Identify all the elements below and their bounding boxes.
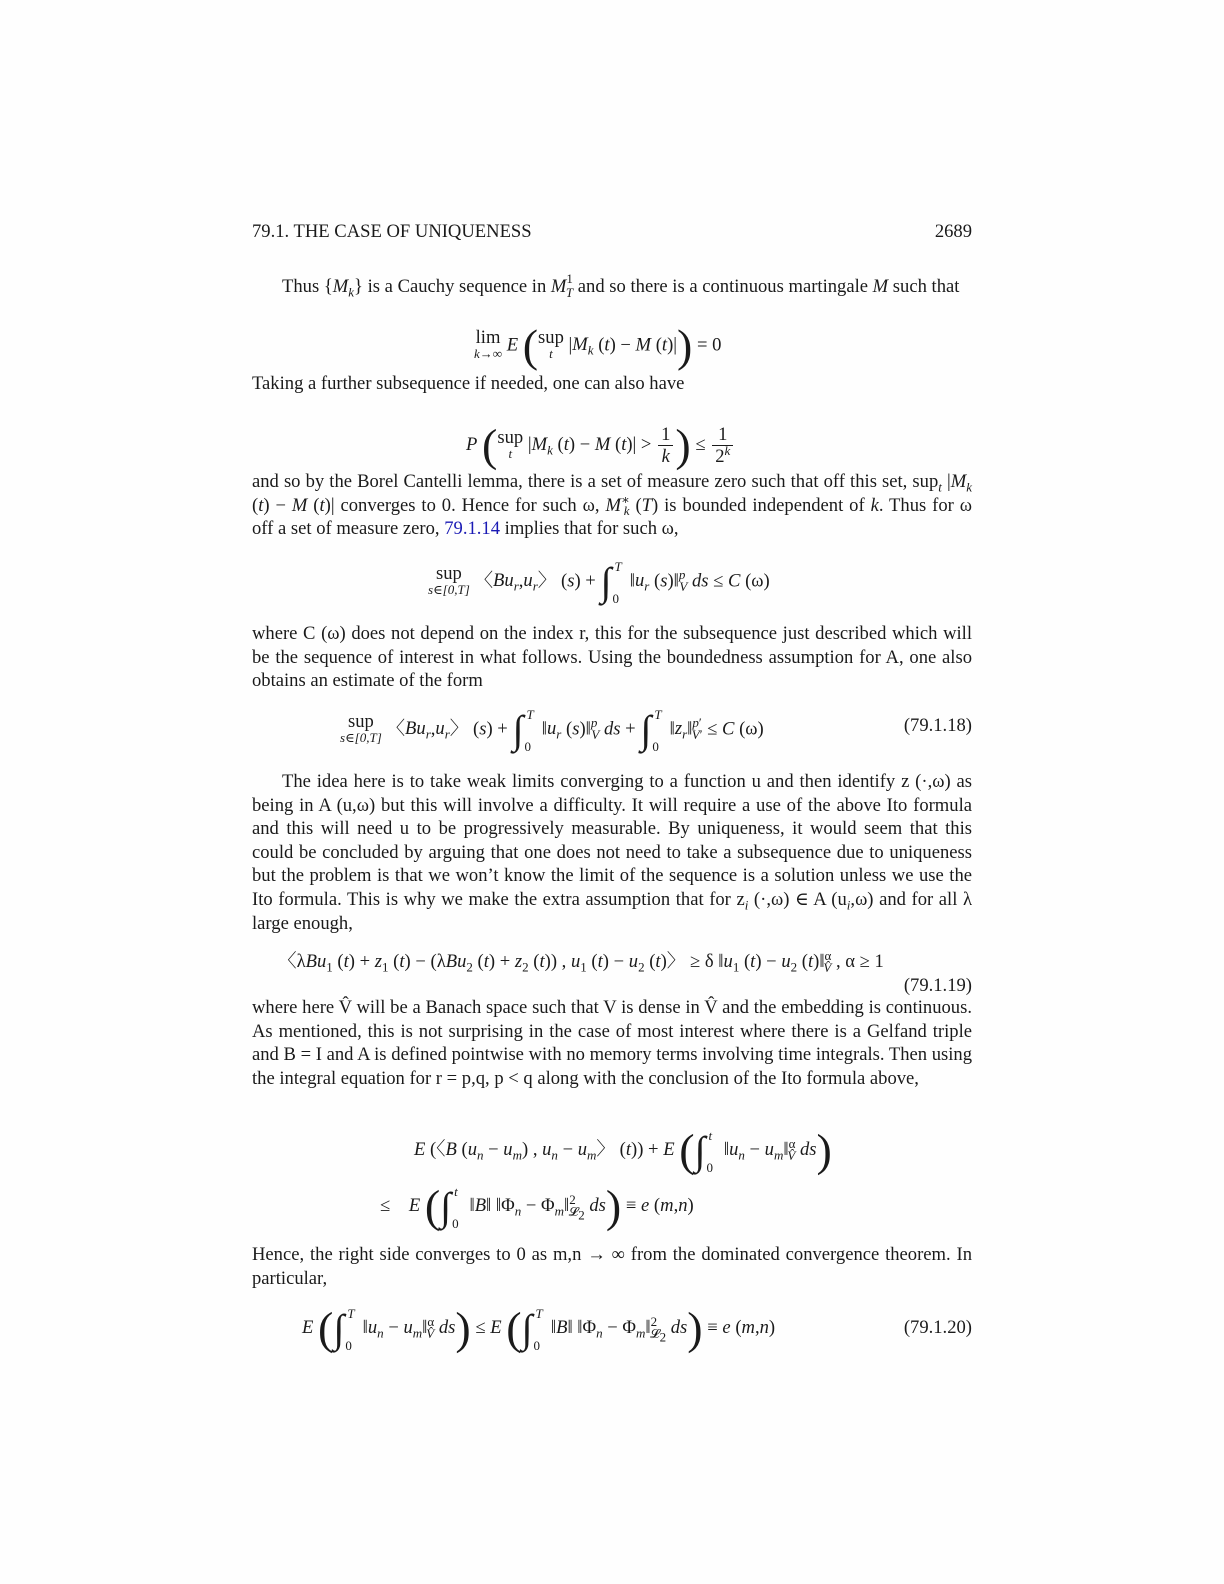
- equation-limit: lim k→∞ E (sup t $|M_k$ (t) − M (t)|) = 0: [474, 320, 722, 371]
- equation-number: (79.1.19): [903, 975, 972, 996]
- equation-reference-link[interactable]: 79.1.14: [444, 518, 501, 540]
- equation-79-1-19: 〈λBu$_1$ $(t) + z_1$ (t) − (λBu$_2$ $(t) + z_2$ (t)) , $u_1$ $(t) - u_2$ (t)〉 ≥ δ $‖u_1$ $(t) - u_2$ (t)‖$^\alpha_{V̂}$ , α ≥ 1 (79.1.19): [278, 947, 972, 996]
- equation-ito-estimate: E (〈B $(u_n - u_m)$ , $u_n - u_m$〉 (t)) + E (∫ t 0 $‖u_n$ − $u_m‖^\alpha_{V̂}$ ds) ≤ E (∫ t 0 ‖B‖ $‖\Phi_n$ − $\Phi_m‖^2_{𝓛_2}$ ds) ≡ e (m,n): [380, 1124, 832, 1232]
- section-title: 79.1. THE CASE OF UNIQUENESS: [252, 221, 532, 242]
- running-header: [252, 220, 972, 244]
- equation-79-1-18: sup s∈[0,T] 〈$Bu_r,u_r$〉 (s) + ∫ T 0 $‖u_r$ (s)‖$^p_V$ ds + ∫ T 0 $‖z_r‖^{p'}_{V'} \le C$ (ω) (79.1.18): [340, 707, 972, 754]
- paragraph-6: where here V̂ will be a Banach space such that V is dense in V̂ and the embedding is continuous. As mentioned, this is not surprising in the case of most interest where there is a Gelfand triple and B = I and A is defined pointwise with no memory terms involving time integrals. Then using the integral equation for r = p,q, p < q along with the conclusion of the Ito formula above,: [252, 997, 972, 1089]
- equation-79-1-20: E (∫ T 0 $‖u_n$ − $u_m‖^\alpha_{V̂}$ ds) ≤ E (∫ T 0 ‖B‖ $‖\Phi_n$ − $\Phi_m‖^2_{𝓛_2}$ ds) ≡ e (m,n) (79.1.20): [302, 1302, 972, 1354]
- equation-probability: P (sup t $|M_k$ (t) − M (t)| > $\frac{1}{k}$ ) ≤ $\frac{1}{2^k}$: [252, 408, 972, 464]
- equation-number: (79.1.20): [903, 1317, 972, 1338]
- paragraph-7: Hence, the right side converges to 0 as m,n → ∞ from the dominated convergence theorem. In particular,: [252, 1244, 972, 1289]
- equation-bound: sup s∈[0,T] 〈$Bu_r,u_r$〉 (s) + ∫ T 0 $‖u_r$ (s)‖$^p_V$ ds ≤ C (ω): [428, 559, 770, 606]
- paragraph-2: Taking a further subsequence if needed, one can also have: [252, 373, 685, 394]
- paragraph-1: Thus $\{M_k\}$ is a Cauchy sequence in $M^1_T$ and so there is a continuous martingale M such that: [282, 270, 960, 300]
- paragraph-3: and so by the Borel Cantelli lemma, there is a set of measure zero such that off this set, sup$_t$ $|M_k$ (t) − M (t)| converges to 0. Hence for such ω, $M^∗_k$ (T) is bounded independent of k. Thus for ω off a set of measure zero, 79.1.14 implies that for such ω,: [252, 471, 972, 540]
- paragraph-4: where C (ω) does not depend on the index r, this for the subsequence just described which will be the sequence of interest in what follows. Using the boundedness assumption for A, one also obtains an estimate of the form: [252, 623, 972, 692]
- paragraph-5: The idea here is to take weak limits converging to a function u and then identify z (·,ω) as being in A (u,ω) but this will involve a difficulty. It will require a use of the above Ito formula and this will need u to be progressively measurable. By uniqueness, it would seem that this could be concluded by arguing that one does not need to take a subsequence due to uniqueness but the problem is that we won’t know the limit of the sequence is a solution unless we use the Ito formula. This is why we make the extra assumption that for $z_i$ (·,ω) ∈ A $(u_i,\omega)$ and for all λ large enough,: [252, 771, 972, 934]
- equation-number: (79.1.18): [903, 715, 972, 736]
- page-number: 2689: [934, 221, 972, 242]
